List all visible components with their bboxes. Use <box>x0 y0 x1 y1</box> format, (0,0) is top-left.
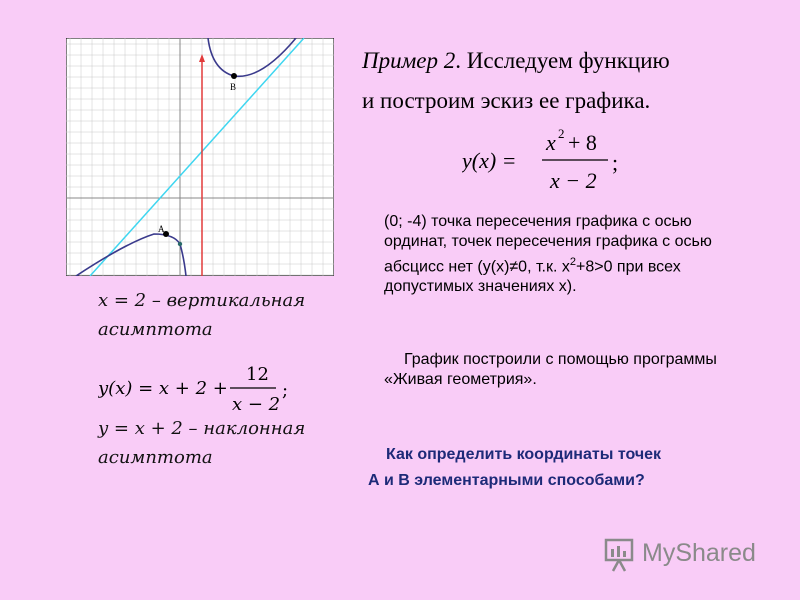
function-graph <box>66 38 334 276</box>
vertical-asymptote-line-2: асимптота <box>98 319 213 340</box>
formula-numerator-rest: + 8 <box>568 130 597 155</box>
formula-denominator: x − 2 <box>550 168 597 193</box>
oblique-asymptote-line-2: асимптота <box>98 447 213 468</box>
graph-frame <box>66 38 334 276</box>
myshared-logo <box>604 535 774 575</box>
vertical-asymptote-formula <box>98 290 318 350</box>
intersection-text-part1: (0; -4) точка пересечения графика с осью ординат, точек пересечения графика с осью абсцисс нет (y(x)≠0, т.к. x <box>384 213 712 276</box>
decomposed-tail: ; <box>282 380 289 401</box>
formula-tail: ; <box>612 150 619 175</box>
point-a-label: A <box>158 224 165 234</box>
heading-line-2: и построим эскиз ее графика. <box>362 88 651 113</box>
oblique-asymptote-formula <box>98 418 318 478</box>
heading-line-1 <box>362 48 670 74</box>
intersection-text-power: 2 <box>569 256 576 268</box>
heading-line-1-rest: . Исследуем функцию <box>455 48 670 73</box>
presentation-board-icon <box>604 537 634 573</box>
decomposed-function-formula <box>98 360 308 420</box>
function-formula <box>462 126 632 196</box>
intersection-text <box>384 212 744 297</box>
question-block <box>368 442 768 494</box>
decomposed-lhs: y(x) = x + 2 + <box>98 378 228 399</box>
formula-numerator-x: x <box>546 130 556 155</box>
decomposed-numerator: 12 <box>246 364 269 385</box>
geometry-program-text: График построили с помощью программы «Живая геометрия». <box>384 351 717 388</box>
example-label: Пример 2 <box>362 48 456 73</box>
intersection-text-part2: +8>0 при всех допустимых значениях x). <box>384 258 681 296</box>
decomposed-denominator: x − 2 <box>232 394 281 415</box>
vertical-asymptote-line-1: x = 2 – вертикальная <box>98 290 306 311</box>
logo-text: MyShared <box>642 539 756 567</box>
question-line-1: Как определить координаты точек <box>386 446 662 463</box>
point-b <box>231 73 237 79</box>
point-y-intercept <box>178 242 182 246</box>
formula-numerator-power: 2 <box>558 126 565 141</box>
question-line-2: А и В элементарными способами? <box>368 472 645 489</box>
oblique-asymptote-line-1: y = x + 2 – наклонная <box>98 418 306 439</box>
point-b-label: B <box>230 82 237 92</box>
formula-lhs: y(x) = <box>462 148 517 173</box>
